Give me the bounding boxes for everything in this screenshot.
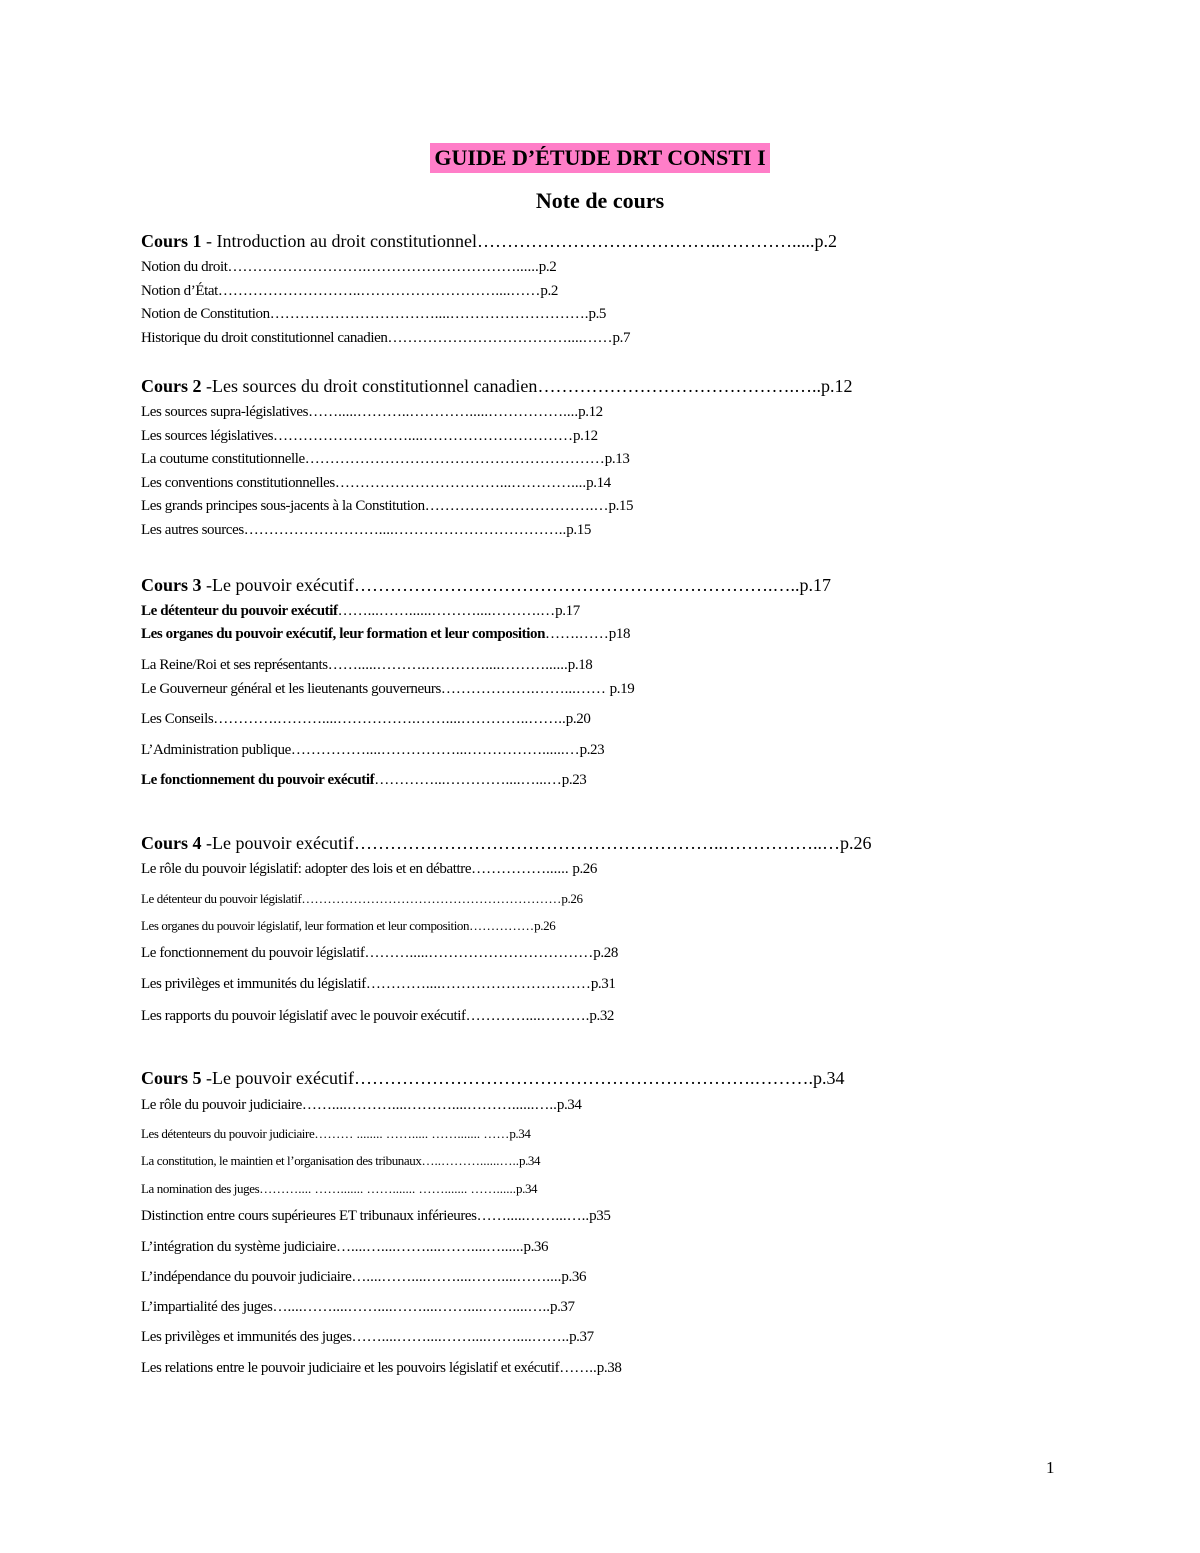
toc-item: Les conventions constitutionnelles……………………………...…………....p.14 <box>141 475 611 491</box>
toc-item: Les autres sources………………………....……………………………..p.15 <box>141 522 591 538</box>
document-subtitle: Note de cours <box>535 188 665 213</box>
toc-heading-cours-3: Cours 3 -Le pouvoir exécutif…………………………………………………………….…..p.17 <box>141 575 831 595</box>
toc-item: La Reine/Roi et ses représentants…….....……….…………....………......p.18 <box>141 657 593 673</box>
toc-item: Les détenteurs du pouvoir judiciaire……… ........ ……..... ……....... ……p.34 <box>141 1126 531 1141</box>
toc-heading-cours-1: Cours 1 - Introduction au droit constitutionnel…………………………………..………….....p.2 <box>141 231 837 251</box>
toc-item: Le Gouverneur général et les lieutenants gouverneurs……………….……...…… p.19 <box>141 681 635 697</box>
toc-item: Les Conseils………….………....…………….……....…………..……..p.20 <box>141 711 591 727</box>
toc-item: Les grands principes sous-jacents à la Constitution…………………………….…p.15 <box>141 498 634 514</box>
toc-heading-cours-5: Cours 5 -Le pouvoir exécutif………………………………………………………….……….p.34 <box>141 1068 845 1088</box>
toc-item: La nomination des juges……….... ……....... ……....... ……....... ……......p.34 <box>141 1181 538 1196</box>
page-number: 1 <box>1046 1458 1055 1477</box>
toc-item: Les organes du pouvoir législatif, leur formation et leur composition……………p.26 <box>141 918 556 933</box>
toc-item: L’intégration du système judiciaire…....…....……....……....…......p.36 <box>141 1239 549 1255</box>
toc-item: Les privilèges et immunités du législatif…………....…………………………p.31 <box>141 976 616 992</box>
toc-item: Le fonctionnement du pouvoir exécutif…………...…………....…...…p.23 <box>141 772 587 788</box>
toc-item: L’impartialité des juges…....……....……....……....……....……....…..p.37 <box>141 1299 575 1315</box>
toc-item: La constitution, le maintien et l’organisation des tribunaux…..………......…..p.34 <box>141 1153 541 1168</box>
document-title: GUIDE D’ÉTUDE DRT CONSTI I <box>430 143 769 173</box>
toc-item: Le rôle du pouvoir judiciaire……....………....………....………......…..p.34 <box>141 1097 582 1113</box>
toc-item: Notion de Constitution……………………………....……………………….p.5 <box>141 306 607 322</box>
toc-item: Le détenteur du pouvoir exécutif……...……......………....……….…p.17 <box>141 603 580 619</box>
toc-item: Les sources législatives………………………....…………………………p.12 <box>141 428 598 444</box>
toc-item: Le rôle du pouvoir législatif: adopter des lois et en débattre……………...... p.26 <box>141 861 597 877</box>
toc-item: Les privilèges et immunités des juges……....……....……....……....……..p.37 <box>141 1329 594 1345</box>
toc-heading-cours-4: Cours 4 -Le pouvoir exécutif……………………………………………………..……………..…p.26 <box>141 833 872 853</box>
toc-item: Historique du droit constitutionnel canadien………………………………....……p.7 <box>141 330 631 346</box>
toc-heading-cours-2: Cours 2 -Les sources du droit constitutionnel canadien…………………………………….…..p.12 <box>141 376 853 396</box>
toc-item: Les organes du pouvoir exécutif, leur formation et leur composition…….……p18 <box>141 626 631 642</box>
toc-item: L’Administration publique……………....……………...……………......…p.23 <box>141 742 605 758</box>
toc-item: Notion d’État………………………..………………………....……p.2 <box>141 283 558 299</box>
toc-item: Les rapports du pouvoir législatif avec le pouvoir exécutif…………....……….p.32 <box>141 1008 615 1024</box>
toc-item: Distinction entre cours supérieures ET tribunaux inférieures…….....……...…..p35 <box>141 1208 611 1224</box>
toc-item: Les sources supra-législatives…….....………..………….....……………....p.12 <box>141 404 603 420</box>
toc-item: Le fonctionnement du pouvoir législatif……….....……………………………p.28 <box>141 945 618 961</box>
toc-item: Les relations entre le pouvoir judiciaire et les pouvoirs législatif et exécutif……..p.38 <box>141 1360 622 1376</box>
toc-item: Notion du droit……………………….…………………………......p.2 <box>141 259 557 275</box>
toc-item: La coutume constitutionnelle……………………………………………………p.13 <box>141 451 630 467</box>
toc-item: Le détenteur du pouvoir législatif……………………………………………………p.26 <box>141 891 583 906</box>
toc-item: L’indépendance du pouvoir judiciaire…....……....……....……....……....p.36 <box>141 1269 587 1285</box>
